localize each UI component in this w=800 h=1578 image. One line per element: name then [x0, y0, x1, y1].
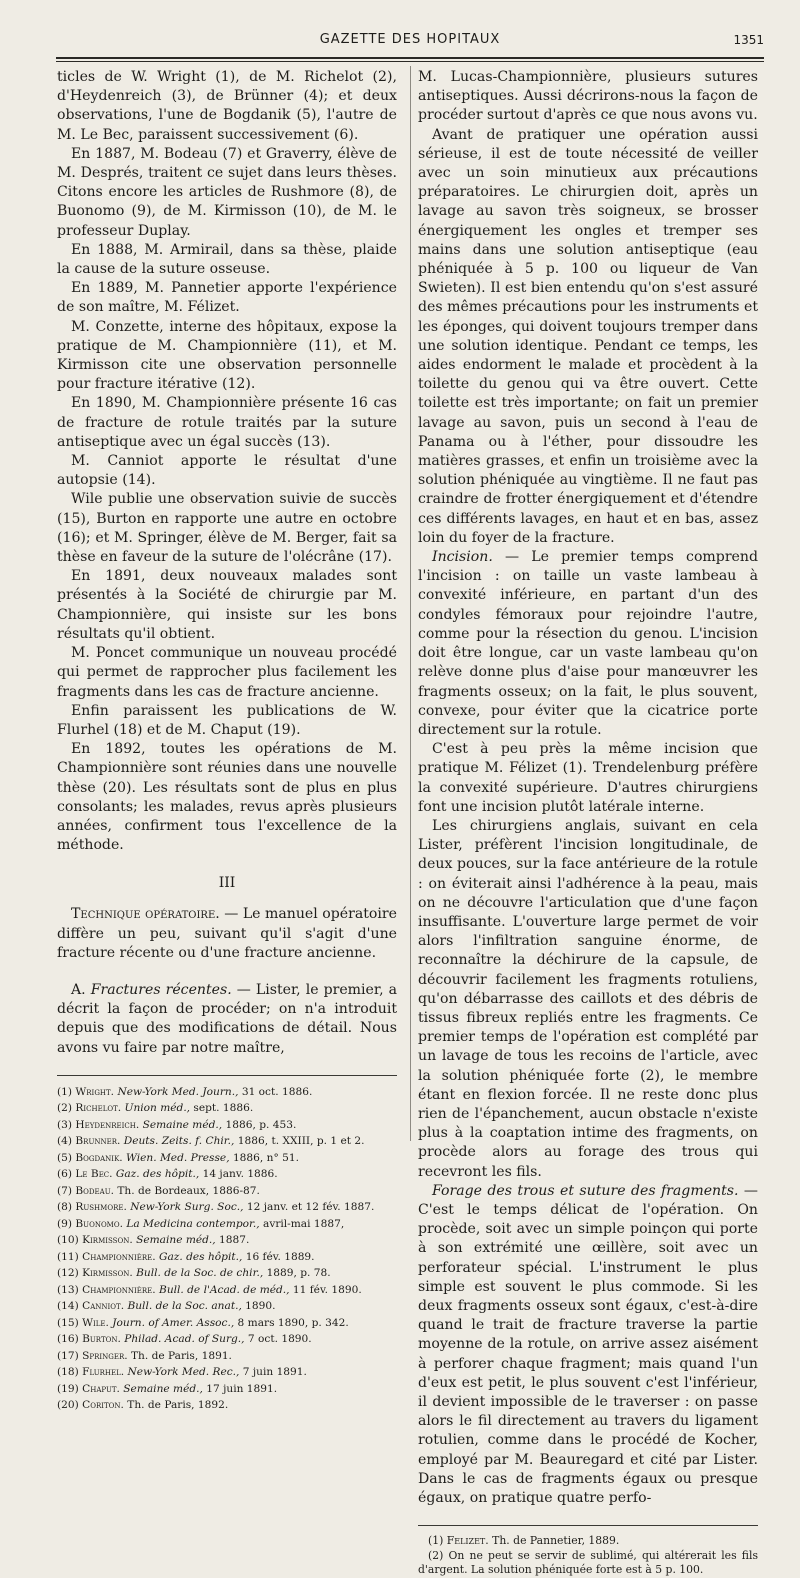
- footnote: [57, 1100, 397, 1117]
- footnote-detail: 16 fév. 1889.: [242, 1250, 315, 1263]
- footnote-number: (1): [428, 1534, 444, 1548]
- footnote-number: (3): [57, 1118, 73, 1131]
- footnote-number: (2): [428, 1548, 444, 1562]
- footnote: [57, 1249, 397, 1266]
- footnote-author: Wile.: [82, 1316, 109, 1329]
- footnote-number: (17): [57, 1349, 79, 1362]
- footnote-detail: Th. de Pannetier, 1889.: [488, 1534, 620, 1548]
- footnote-number: (10): [57, 1234, 79, 1247]
- paragraph: M. Canniot apporte le résultat d'une autopsie (14).: [57, 453, 397, 489]
- footnote-number: (7): [57, 1184, 73, 1197]
- footnote-author: Wright.: [75, 1085, 115, 1098]
- footnote-number: (20): [57, 1399, 79, 1412]
- footnote-number: (2): [57, 1102, 73, 1115]
- paragraph: Wile publie une observation suivie de succès (15), Burton en rapporte une autre en octobre (16); et M. Springer, élève de M. Berger, fait sa thèse en faveur de la suture de l'olécrâne (17).: [57, 491, 397, 566]
- footnote: [57, 1298, 397, 1315]
- footnote-detail: 1889, p. 78.: [263, 1267, 331, 1280]
- footnote-number: (18): [57, 1366, 79, 1379]
- header-rule-thin: [56, 61, 764, 62]
- footnote-detail: 31 oct. 1886.: [238, 1085, 313, 1098]
- paragraph: En 1892, toutes les opérations de M. Championnière sont réunies dans une nouvelle thèse (20). Les résultats sont de plus en plus consolants; les malades, revus après plusieurs années, confirment tous l'excellence de la méthode.: [57, 741, 397, 854]
- footnote-author: Springer.: [82, 1349, 128, 1362]
- paragraph: M. Poncet communique un nouveau procédé qui permet de rapprocher plus facilement les fragments dans les cas de fracture ancienne.: [57, 645, 397, 700]
- paragraph-technique: [57, 905, 397, 963]
- paragraph: En 1887, M. Bodeau (7) et Graverry, élève de M. Després, traitent ce sujet dans leurs thèses. Citons encore les articles de Rushmore (8), de Buonomo (9), de M. Kirmisson (10), de M. le professeur Duplay.: [57, 145, 397, 239]
- paragraph-text: — Lister, le premier, a décrit la façon de procéder; on n'a introduit depuis que des modifications de détail. Nous avons vu faire par notre maître,: [57, 981, 398, 1056]
- paragraph-incision: [418, 548, 758, 740]
- footnote-detail: Th. de Bordeaux, 1886-87.: [117, 1184, 260, 1197]
- paragraph: Enfin paraissent les publications de W. Flurhel (18) et de M. Chaput (19).: [57, 702, 397, 738]
- footnote: [57, 1315, 397, 1332]
- footnote-author: Championnière.: [82, 1250, 156, 1263]
- footnote-detail: Th. de Paris, 1891.: [130, 1349, 232, 1362]
- subsection-title: Fractures récentes.: [90, 981, 232, 998]
- footnote: [57, 1216, 397, 1233]
- footnote-source: Journ. of Amer. Assoc.,: [112, 1316, 235, 1329]
- footnote-detail: 1890.: [241, 1300, 276, 1313]
- footnote-source: Gaz. des hôpit.,: [115, 1168, 200, 1181]
- column-separator: [410, 66, 411, 1141]
- paragraph: Avant de pratiquer une opération aussi sérieuse, il est de toute nécessité de veiller avec un soin minutieux aux précautions préparatoires. Le chirurgien doit, après un lavage au savon très soigneux, se brosser énergiquement les ongles et tremper ses mains dans une solution antiseptique (eau phéniquée à 5 p. 100 ou liqueur de Van Swieten). Il est bien entendu qu'on s'est assuré des mêmes précautions pour les instruments et les éponges, qui doivent toujours tremper dans une solution identique. Pendant ce temps, les aides endorment le malade et procèdent à la toilette du genou qui va être ouvert. Cette toilette est très importante; on fait un premier lavage au savon, puis un second à l'eau de Panama ou à l'éther, pour dissoudre les matières grasses, et enfin un troisième avec la solution phéniquée au vingtième. Il ne faut pas craindre de frotter énergiquement et d'étendre ces différents lavages, en haut et en bas, assez loin du foyer de la fracture.: [418, 126, 758, 546]
- footnote-detail: 1886, n° 51.: [229, 1151, 299, 1164]
- footnote-author: Kirmisson.: [82, 1267, 133, 1280]
- footnote: [57, 1166, 397, 1183]
- paragraph: M. Conzette, interne des hôpitaux, expose la pratique de M. Championnière (11), et M. Kirmisson cite une observation personnelle pour fracture itérative (12).: [57, 318, 397, 393]
- footnote-author: Bogdanik.: [75, 1151, 123, 1164]
- footnote-number: (9): [57, 1217, 73, 1230]
- footnote-rule: [57, 1075, 397, 1076]
- run-in-heading: Incision.: [432, 549, 493, 566]
- footnote-source: Bull. de la Soc. de chir.,: [136, 1267, 264, 1280]
- footnote-author: Flurhel.: [82, 1366, 125, 1379]
- paragraph: En 1888, M. Armirail, dans sa thèse, plaide la cause de la suture osseuse.: [57, 241, 397, 278]
- footnote-detail: avril-mai 1887,: [259, 1217, 345, 1230]
- footnote-source: Deuts. Zeits. f. Chir.,: [123, 1135, 235, 1148]
- paragraph-text: — Le manuel opératoire diffère un peu, suivant qu'il s'agit d'une fracture récente ou d'une fracture ancienne.: [57, 906, 397, 961]
- footnote: [57, 1084, 397, 1101]
- footnote: [57, 1265, 397, 1282]
- footnote-detail: 7 juin 1891.: [239, 1366, 307, 1379]
- paragraph-fractures-recentes: [57, 981, 397, 1058]
- subsection-letter: A.: [71, 981, 91, 998]
- paragraph: En 1889, M. Pannetier apporte l'expérience de son maître, M. Félizet.: [57, 280, 397, 316]
- footnote-detail: 14 janv. 1886.: [199, 1168, 278, 1181]
- footnote: [57, 1232, 397, 1249]
- footnote-detail: 1887.: [215, 1234, 250, 1247]
- footnote-author: Heydenreich.: [75, 1118, 140, 1131]
- footnote-detail: 8 mars 1890, p. 342.: [234, 1316, 349, 1329]
- footnote-number: (13): [57, 1283, 79, 1296]
- run-in-heading: Forage des trous et suture des fragments.: [432, 1182, 739, 1199]
- footnote-number: (5): [57, 1151, 73, 1164]
- footnote: [57, 1183, 397, 1200]
- footnote-source: La Medicina contempor.,: [126, 1217, 260, 1230]
- paragraph: Les chirurgiens anglais, suivant en cela Lister, préfèrent l'incision longitudinale, de deux pouces, sur la face antérieure de la rotule : on éviterait ainsi l'adhérence à la peau, mais on ne découvre l'articulation que d'une façon insuffisante. L'ouverture large permet de voir alors l'infiltration sanguine énorme, de reconnaître la déchirure de la capsule, de découvrir facilement les fragments rotuliens, qu'on débarrasse des caillots et des débris de tissus fibreux repliés entre les fragments. Ce premier temps de l'opération est complété par un lavage de tous les recoins de l'article, avec la solution phéniquée forte (2), le membre étant en flexion forcée. Il ne reste donc plus rien de l'épanchement, aucun obstacle n'existe plus à la coaptation intime des fragments, on procède alors au forage des trous qui recevront les fils.: [418, 817, 758, 1180]
- footnote-number: (4): [57, 1135, 73, 1148]
- footnote-author: Brunner.: [75, 1135, 121, 1148]
- footnote-rule: [418, 1525, 758, 1526]
- footnote-number: (14): [57, 1300, 79, 1313]
- left-column: [57, 68, 397, 1414]
- footnote-source: New-York Surg. Soc.,: [130, 1201, 244, 1214]
- footnote-source: Semaine méd.,: [142, 1118, 223, 1131]
- footnote-source: Semaine méd.,: [136, 1234, 216, 1247]
- footnote: [57, 1150, 397, 1167]
- footnote-author: Burton.: [82, 1333, 121, 1346]
- footnote-detail: 7 oct. 1890.: [244, 1333, 312, 1346]
- footnote-source: Gaz. des hôpit.,: [159, 1250, 243, 1263]
- footnote-number: (12): [57, 1267, 79, 1280]
- page-number: 1351: [733, 33, 764, 47]
- footnote: [418, 1534, 758, 1549]
- run-in-heading: Technique opératoire.: [71, 906, 220, 923]
- footnote-author: Felizet.: [446, 1534, 489, 1548]
- footnote-source: New-York Med. Rec.,: [127, 1366, 240, 1379]
- footnote-detail: Th. de Paris, 1892.: [127, 1399, 229, 1412]
- footnote-detail: 11 fév. 1890.: [289, 1283, 362, 1296]
- footnote: [57, 1331, 397, 1348]
- right-column: [418, 68, 758, 1578]
- footnotes-left: [57, 1084, 397, 1414]
- footnote-source: New-York Med. Journ.,: [117, 1085, 239, 1098]
- header-rule: [56, 57, 764, 59]
- footnote-detail: On ne peut se servir de sublimé, qui altérerait les fils d'argent. La solution phéniquée forte est à 5 p. 100.: [418, 1548, 758, 1577]
- footnote-number: (16): [57, 1333, 79, 1346]
- footnote-author: Bodeau.: [75, 1184, 114, 1197]
- footnote-source: Semaine méd.,: [123, 1382, 203, 1395]
- footnote-number: (11): [57, 1250, 79, 1263]
- footnote-detail: 12 janv. et 12 fév. 1887.: [243, 1201, 375, 1214]
- footnote-detail: 17 juin 1891.: [202, 1382, 278, 1395]
- footnote-number: (6): [57, 1168, 73, 1181]
- footnote: [57, 1364, 397, 1381]
- footnote-author: Le Bec.: [75, 1168, 113, 1181]
- paragraph-forage: [418, 1182, 758, 1508]
- footnote-author: Buonomo.: [75, 1217, 123, 1230]
- footnote: [57, 1199, 397, 1216]
- footnote: [57, 1117, 397, 1134]
- footnote: [57, 1348, 397, 1365]
- section-heading: III: [218, 875, 236, 892]
- footnote-detail: sept. 1886.: [190, 1102, 254, 1115]
- footnote: [57, 1397, 397, 1414]
- footnote-source: Philad. Acad. of Surg.,: [124, 1333, 245, 1346]
- footnote-detail: 1886, t. XXIII, p. 1 et 2.: [234, 1135, 365, 1148]
- paragraph-text: — Le premier temps comprend l'incision : on taille un vaste lambeau à convexité inférieure, en partant d'un des condyles fémoraux pour rejoindre l'autre, comme pour la résection du genou. L'incision doit être longue, car un vaste lambeau qu'on relève donne plus d'aise pour manœuvrer les fragments osseux; on la fait, le plus souvent, convexe, pour éviter que la cicatrice porte directement sur la rotule.: [418, 549, 758, 738]
- footnote-author: Kirmisson.: [82, 1234, 133, 1247]
- footnote-author: Championnière.: [82, 1283, 156, 1296]
- running-header: [56, 28, 764, 50]
- footnote-author: Coriton.: [82, 1399, 124, 1412]
- footnote-detail: 1886, p. 453.: [222, 1118, 297, 1131]
- footnote: [57, 1381, 397, 1398]
- paragraph: C'est à peu près la même incision que pratique M. Félizet (1). Trendelenburg préfère la convexité supérieure. D'autres chirurgiens font une incision plutôt latérale interne.: [418, 741, 758, 815]
- footnote-author: Chaput.: [82, 1382, 120, 1395]
- paragraph-text: — C'est le temps délicat de l'opération. On procède, soit avec un simple poinçon qui porte à son extrémité une œillère, soit avec un perforateur spécial. L'instrument le plus simple est souvent le plus commode. Si les deux fragments osseux sont égaux, c'est-à-dire quand le trait de fracture traverse la partie moyenne de la rotule, on arrive assez aisément à perforer chaque fragment; mais quand l'un d'eux est petit, le plus souvent c'est l'inférieur, il devient impossible de le traverser : on passe alors le fil directement au travers du ligament rotulien, comme dans le procédé de Kocher, employé par M. Beauregard et cité par Lister. Dans le cas de fragments égaux ou presque égaux, on pratique quatre perfo-: [418, 1182, 759, 1507]
- footnote-number: (15): [57, 1316, 79, 1329]
- footnote: [418, 1549, 758, 1578]
- footnote-author: Richelot.: [75, 1102, 122, 1115]
- footnote-source: Wien. Med. Presse,: [126, 1151, 230, 1164]
- paragraph: ticles de W. Wright (1), de M. Richelot (2), d'Heydenreich (3), de Brünner (4); et deux observations, l'une de Bogdanik (5), l'autre de M. Le Bec, paraissent successivement (6).: [57, 69, 397, 143]
- footnote-source: Bull. de la Soc. anat.,: [127, 1300, 242, 1313]
- footnote-source: Bull. de l'Acad. de méd.,: [159, 1283, 290, 1296]
- journal-title: GAZETTE DES HOPITAUX: [319, 32, 501, 47]
- footnotes-right: [418, 1534, 758, 1578]
- footnote: [57, 1133, 397, 1150]
- paragraph: En 1890, M. Championnière présente 16 cas de fracture de rotule traités par la suture antiseptique avec un égal succès (13).: [57, 395, 397, 450]
- footnote-number: (8): [57, 1201, 73, 1214]
- footnote: [57, 1282, 397, 1299]
- footnote-author: Rushmore.: [75, 1201, 127, 1214]
- footnote-author: Canniot.: [82, 1300, 125, 1313]
- footnote-number: (1): [57, 1085, 73, 1098]
- paragraph: M. Lucas-Championnière, plusieurs sutures antiseptiques. Aussi décrirons-nous la façon de procéder surtout d'après ce que nous avons vu.: [418, 69, 758, 124]
- paragraph: En 1891, deux nouveaux malades sont présentés à la Société de chirurgie par M. Championnière, qui insiste sur les bons résultats qu'il obtient.: [57, 568, 397, 642]
- footnote-source: Union méd.,: [124, 1102, 191, 1115]
- footnote-number: (19): [57, 1382, 79, 1395]
